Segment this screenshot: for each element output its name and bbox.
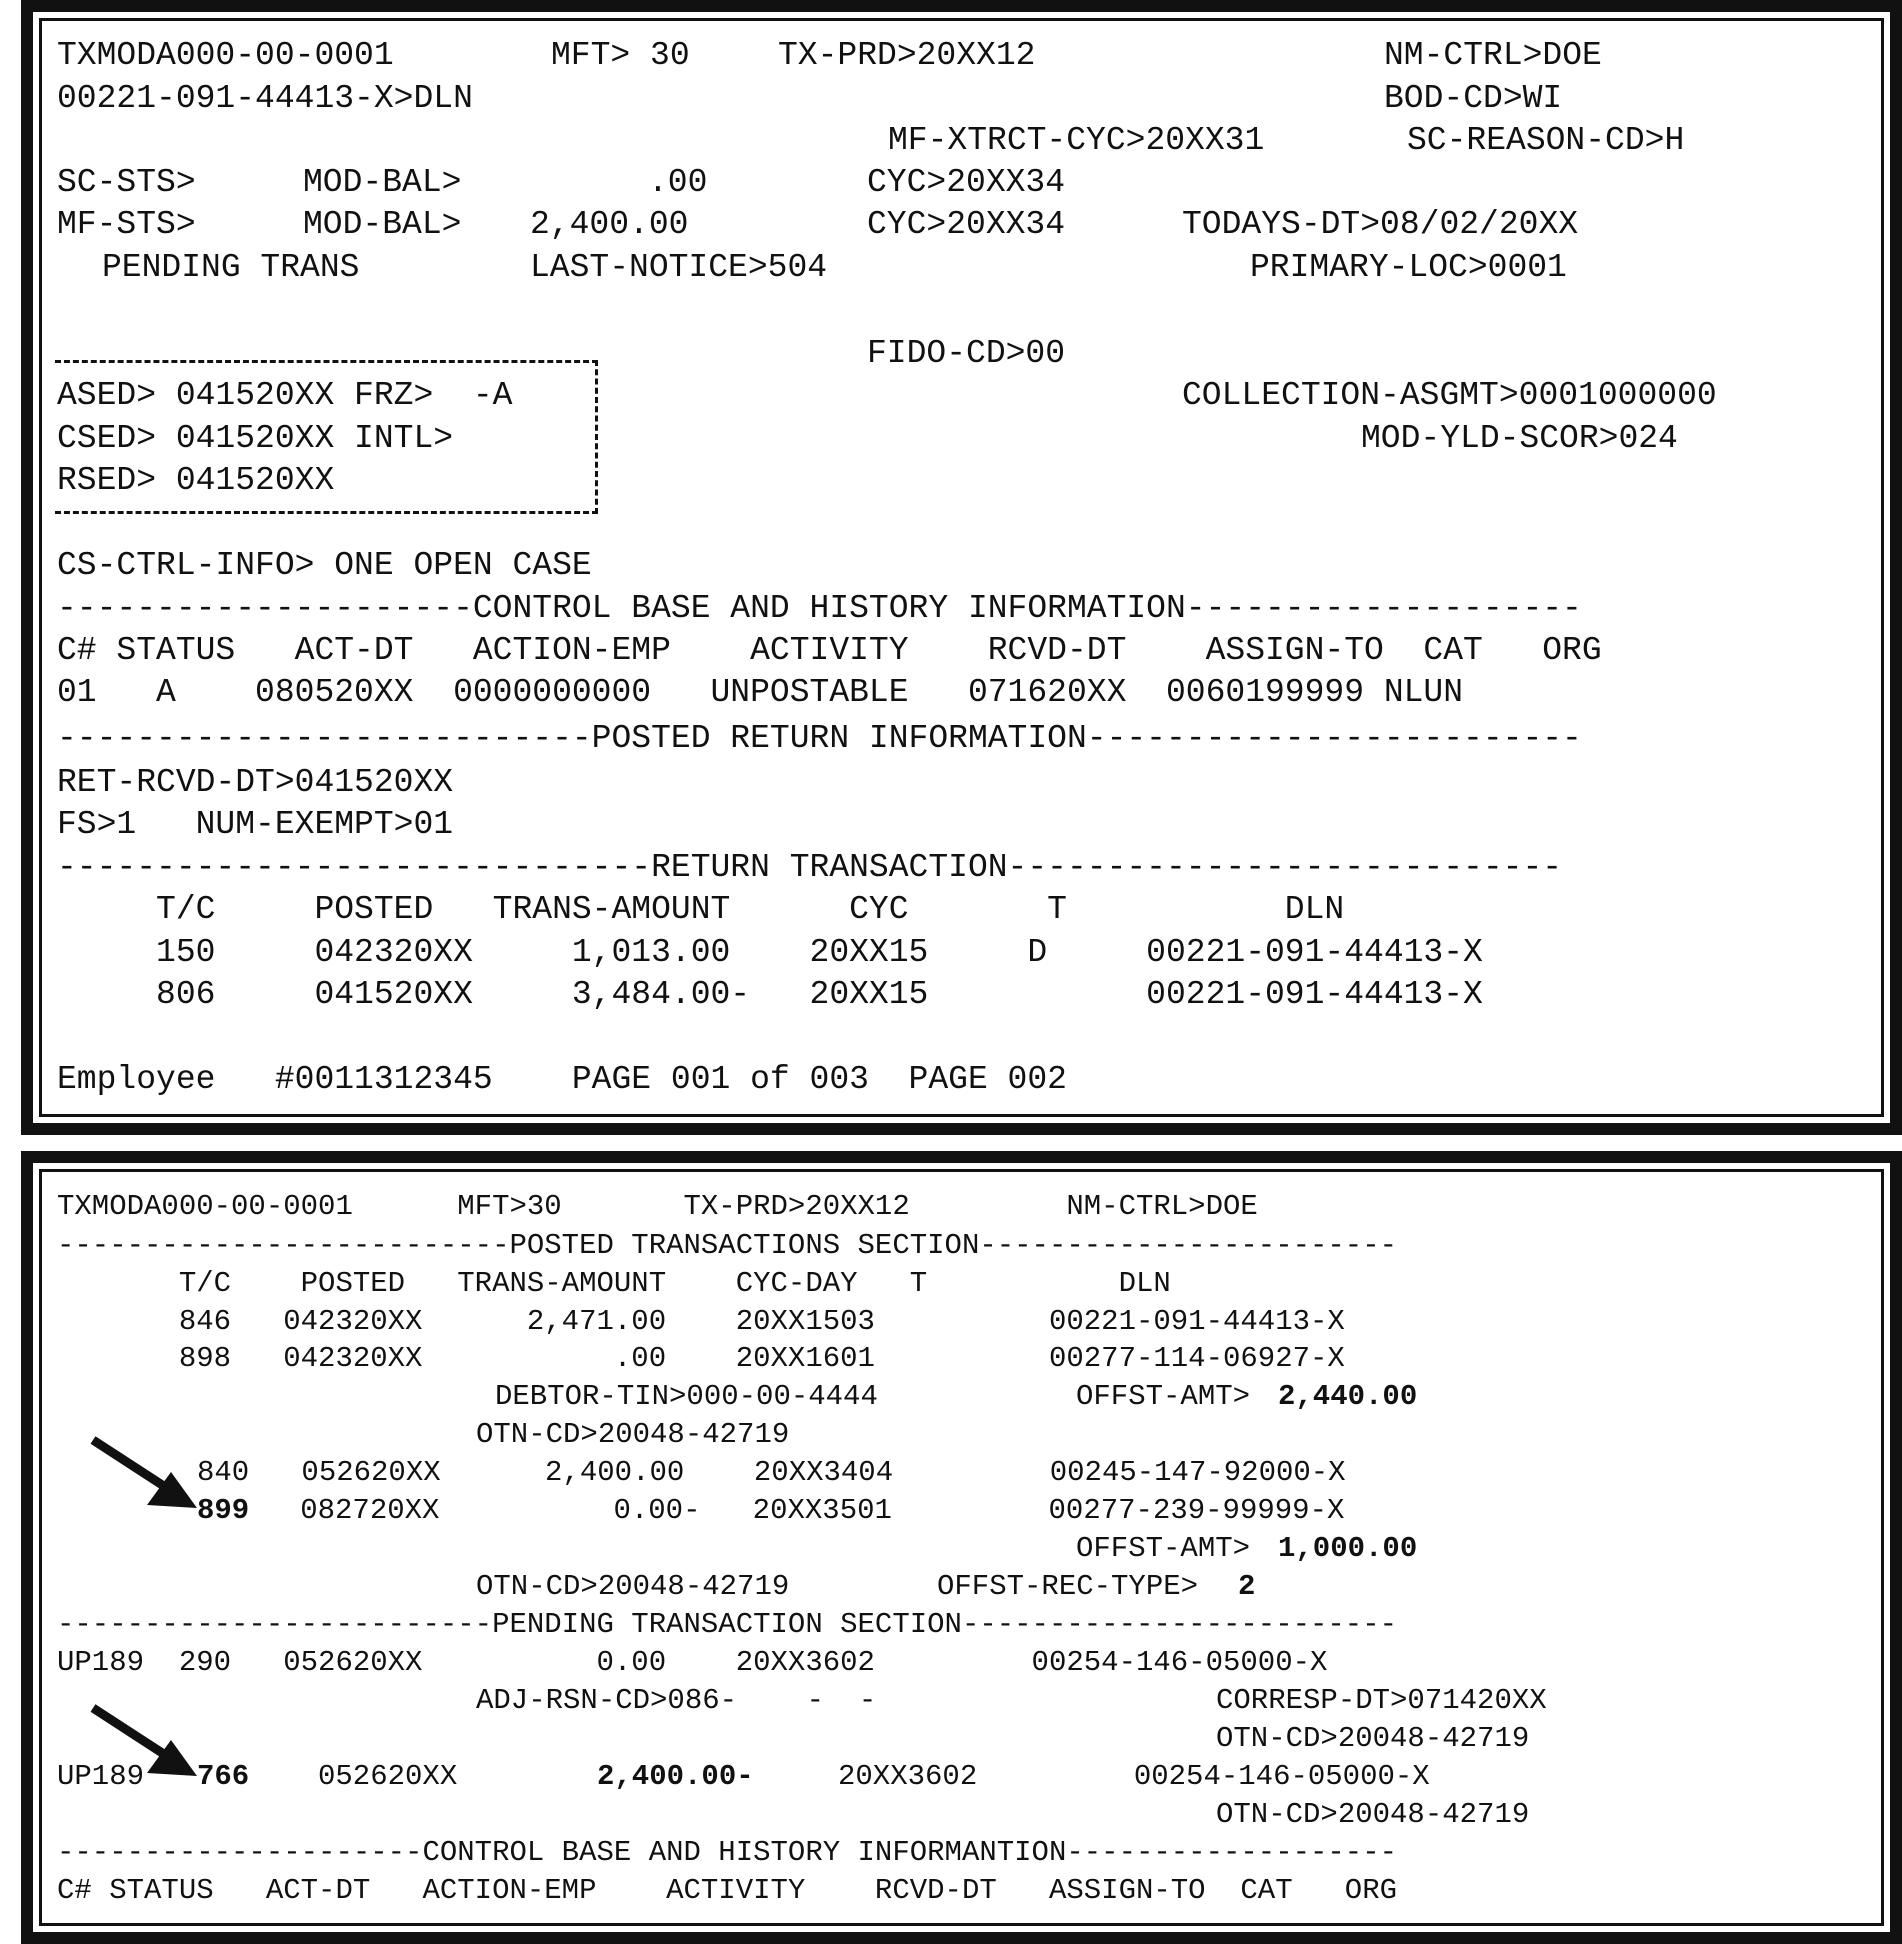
tx-prd-value: TX-PRD>20XX12 — [778, 37, 1036, 74]
nm-ctrl-value: NM-CTRL>DOE — [1384, 37, 1602, 74]
posted-return-separator: ---------------------------POSTED RETURN INFORMATION------------------------- — [57, 720, 1582, 757]
tin-label: TXMODA000-00-0001 — [57, 37, 394, 74]
table-row: 20XX3602 00254-146-05000-X — [838, 1760, 1430, 1793]
employee-page-footer: Employee #0011312345 PAGE 001 of 003 PAGE 002 — [57, 1061, 1067, 1098]
cyc-value-2: CYC>20XX34 — [867, 206, 1066, 243]
arrow-icon — [85, 1700, 205, 1782]
return-transaction-headers: T/C POSTED TRANS-AMOUNT CYC T DLN — [57, 891, 1345, 928]
posted-transactions-separator: --------------------------POSTED TRANSACTIONS SECTION------------------------ — [57, 1229, 1398, 1262]
mod-bal-label-2: MOD-BAL> — [303, 206, 462, 243]
table-row: 840 052620XX 2,400.00 20XX3404 00245-147-92000-X — [197, 1456, 1346, 1489]
offst-amt-value: 2,440.00 — [1278, 1380, 1418, 1413]
todays-dt: TODAYS-DT>08/02/20XX — [1182, 206, 1579, 243]
otn-cd: OTN-CD>20048-42719 — [476, 1570, 790, 1603]
offst-rec-type-label: OFFST-REC-TYPE> — [937, 1570, 1199, 1603]
offst-amt-label: OFFST-AMT> — [1076, 1380, 1251, 1413]
fs-num-exempt: FS>1 NUM-EXEMPT>01 — [57, 806, 454, 843]
table-row: 806 041520XX 3,484.00- 20XX15 00221-091-44413-X — [57, 976, 1483, 1013]
tc-766-highlight: 766 — [197, 1760, 250, 1793]
sc-reason-cd: SC-REASON-CD>H — [1407, 122, 1685, 159]
table-row: 082720XX 0.00- 20XX3501 00277-239-99999-X — [248, 1494, 1345, 1527]
ased-line: ASED> 041520XX FRZ> -A — [57, 377, 513, 414]
csed-line: CSED> 041520XX INTL> — [57, 420, 454, 457]
sc-sts-label: SC-STS> — [57, 164, 196, 201]
mod-bal-value-2: 2,400.00 — [530, 206, 689, 243]
control-base-separator: ---------------------CONTROL BASE AND HISTORY INFORMATION-------------------- — [57, 590, 1582, 627]
otn-cd: OTN-CD>20048-42719 — [476, 1418, 790, 1451]
dln-line: 00221-091-44413-X>DLN — [57, 80, 473, 117]
table-row: 898 042320XX .00 20XX1601 00277-114-06927-X — [57, 1342, 1345, 1375]
mod-bal-value-1: .00 — [648, 164, 708, 201]
offst-amt-label: OFFST-AMT> — [1076, 1532, 1251, 1565]
tc-899-highlight: 899 — [197, 1494, 250, 1527]
control-base-headers: C# STATUS ACT-DT ACTION-EMP ACTIVITY RCVD-DT ASSIGN-TO CAT ORG — [57, 1874, 1398, 1907]
collection-asgmt: COLLECTION-ASGMT>0001000000 — [1182, 377, 1717, 414]
cs-ctrl-info: CS-CTRL-INFO> ONE OPEN CASE — [57, 547, 592, 584]
otn-cd: OTN-CD>20048-42719 — [1216, 1798, 1530, 1831]
mft-value: MFT> 30 — [551, 37, 690, 74]
cyc-value-1: CYC>20XX34 — [867, 164, 1066, 201]
table-row: UP189 290 052620XX 0.00 20XX3602 00254-146-05000-X — [57, 1646, 1328, 1679]
offst-rec-type-value: 2 — [1238, 1570, 1256, 1603]
adj-rsn-cd: ADJ-RSN-CD>086- - - — [476, 1684, 877, 1717]
screen-2-header: TXMODA000-00-0001 MFT>30 TX-PRD>20XX12 NM-CTRL>DOE — [57, 1190, 1258, 1223]
posted-date: 052620XX — [318, 1760, 458, 1793]
pending-transaction-separator: -------------------------PENDING TRANSACTION SECTION------------------------- — [57, 1608, 1398, 1641]
debtor-tin: DEBTOR-TIN>000-00-4444 — [495, 1380, 878, 1413]
primary-loc: PRIMARY-LOC>0001 — [1250, 249, 1567, 286]
offst-amt-value: 1,000.00 — [1278, 1532, 1418, 1565]
return-transaction-separator: ------------------------------RETURN TRANSACTION---------------------------- — [57, 849, 1563, 886]
table-row: 846 042320XX 2,471.00 20XX1503 00221-091-44413-X — [57, 1305, 1345, 1338]
ret-rcvd-dt: RET-RCVD-DT>041520XX — [57, 764, 454, 801]
pending-trans-label: PENDING TRANS — [102, 249, 360, 286]
control-base-separator: ---------------------CONTROL BASE AND HISTORY INFORMANTION------------------- — [57, 1836, 1398, 1869]
trans-amount-highlight: 2,400.00- — [597, 1760, 754, 1793]
mf-xtrct-cyc: MF-XTRCT-CYC>20XX31 — [888, 122, 1265, 159]
mf-sts-label: MF-STS> — [57, 206, 196, 243]
rsed-line: RSED> 041520XX — [57, 462, 335, 499]
mod-bal-label-1: MOD-BAL> — [303, 164, 462, 201]
mod-yld-scor: MOD-YLD-SCOR>024 — [1361, 420, 1678, 457]
arrow-icon — [85, 1432, 205, 1514]
posted-transactions-headers: T/C POSTED TRANS-AMOUNT CYC-DAY T DLN — [57, 1267, 1171, 1300]
control-base-row: 01 A 080520XX 0000000000 UNPOSTABLE 071620XX 0060199999 NLUN — [57, 674, 1464, 711]
otn-cd: OTN-CD>20048-42719 — [1216, 1722, 1530, 1755]
fido-cd: FIDO-CD>00 — [867, 335, 1066, 372]
table-row: 150 042320XX 1,013.00 20XX15 D 00221-091-44413-X — [57, 934, 1483, 971]
bod-cd-value: BOD-CD>WI — [1384, 80, 1563, 117]
control-base-headers: C# STATUS ACT-DT ACTION-EMP ACTIVITY RCVD-DT ASSIGN-TO CAT ORG — [57, 632, 1602, 669]
corresp-dt: CORRESP-DT>071420XX — [1216, 1684, 1547, 1717]
last-notice: LAST-NOTICE>504 — [530, 249, 828, 286]
up189-code: UP189 — [57, 1760, 145, 1793]
